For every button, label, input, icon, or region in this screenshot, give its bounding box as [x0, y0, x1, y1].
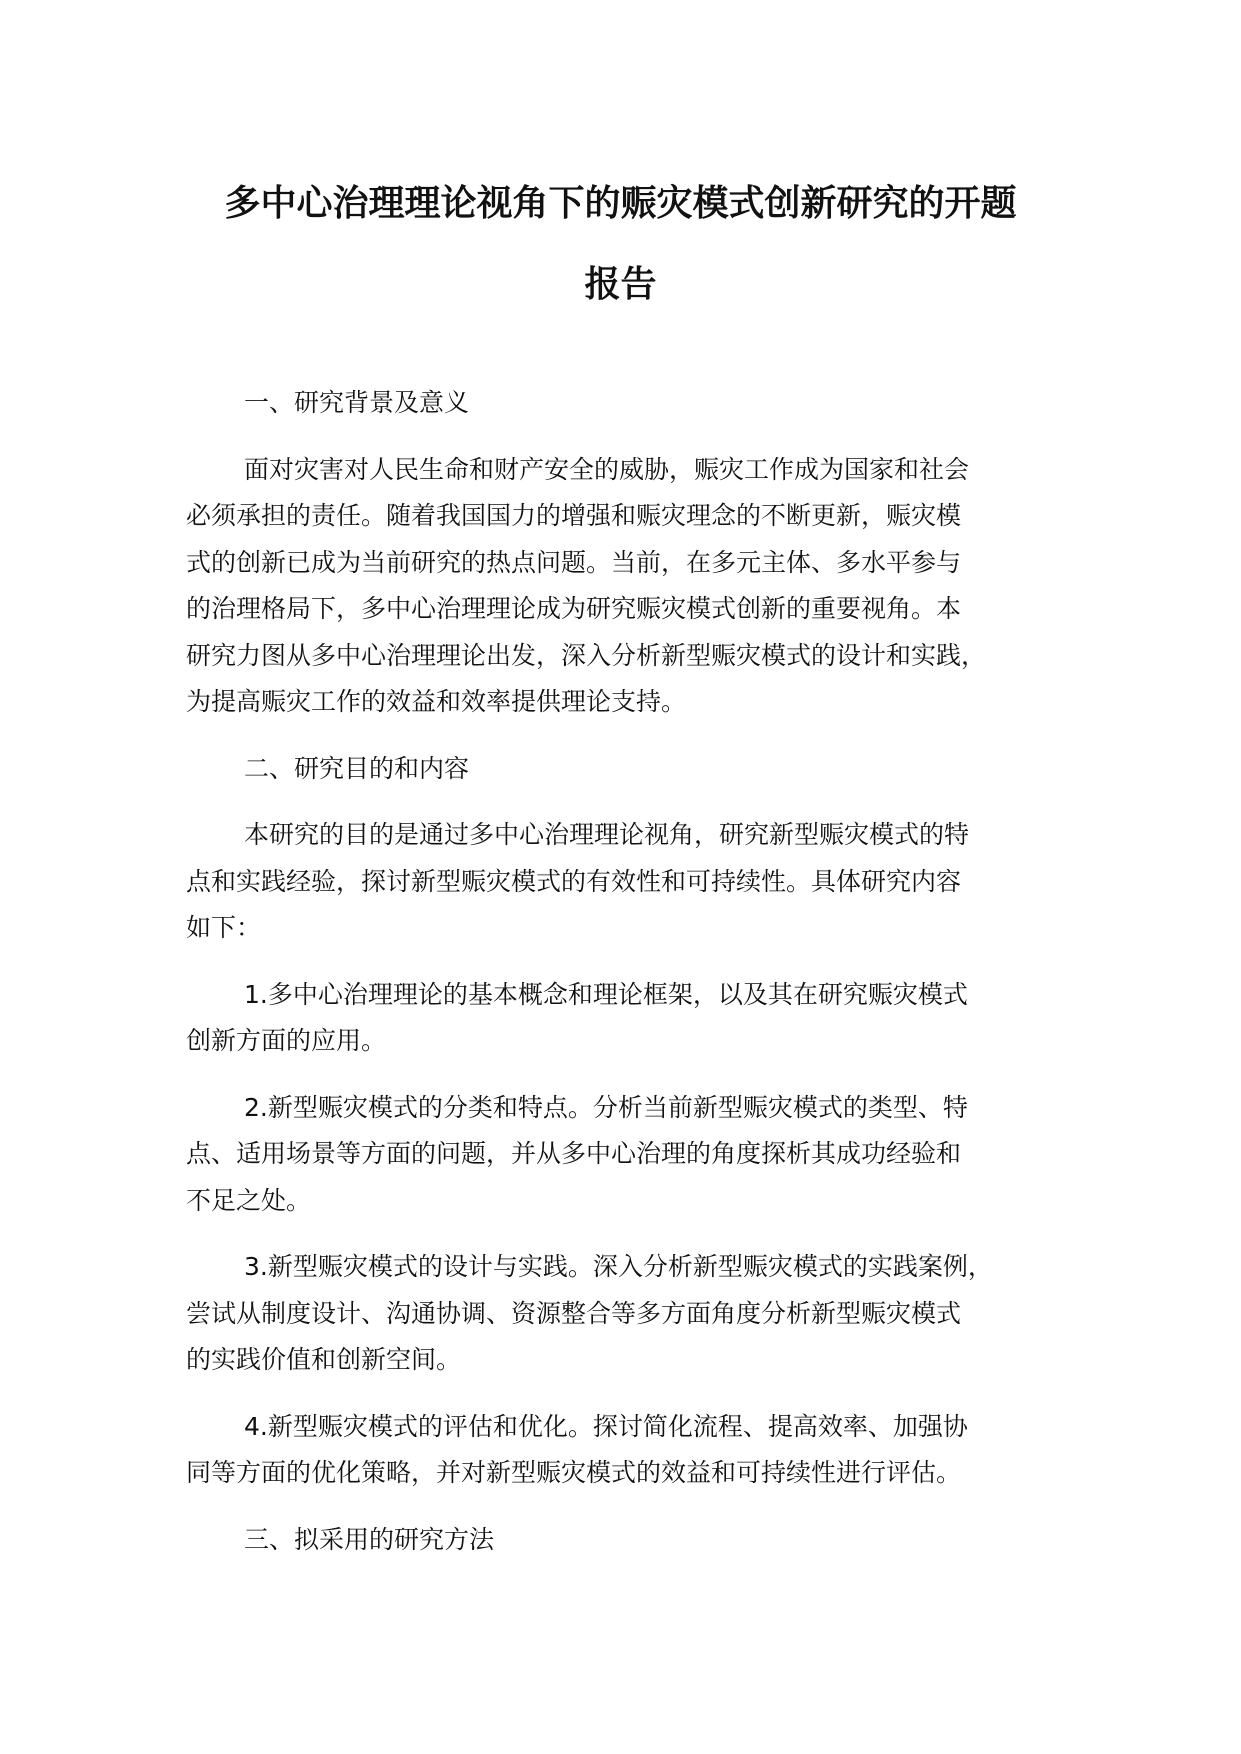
text-line: 2.新型赈灾模式的分类和特点。分析当前新型赈灾模式的类型、特 — [244, 1092, 968, 1122]
document-title-line-1: 多中心治理理论视角下的赈灾模式创新研究的开题 — [224, 183, 1017, 224]
paragraph-purpose — [186, 812, 1086, 952]
text-line: 点、适用场景等方面的问题，并从多中心治理的角度探析其成功经验和 — [186, 1139, 962, 1168]
text-line: 的实践价值和创新空间。 — [186, 1345, 462, 1374]
list-item-4 — [186, 1404, 1086, 1497]
text-line: 为提高赈灾工作的效益和效率提供理论支持。 — [186, 687, 687, 716]
section-heading-3 — [186, 1517, 1086, 1564]
text-line: 1.多中心治理理论的基本概念和理论框架，以及其在研究赈灾模式 — [244, 979, 968, 1009]
text-line: 必须承担的责任。随着我国国力的增强和赈灾理念的不断更新，赈灾模 — [186, 501, 962, 530]
text-line: 不足之处。 — [186, 1185, 312, 1215]
document-title-line-2: 报告 — [584, 264, 657, 305]
list-item-3 — [186, 1244, 1086, 1384]
list-item-2 — [186, 1085, 1086, 1225]
list-item-1 — [186, 972, 1086, 1065]
text-line: 创新方面的应用。 — [186, 1026, 387, 1055]
section-heading-1 — [186, 380, 1086, 427]
text-line: 式的创新已成为当前研究的热点问题。当前，在多元主体、多水平参与 — [186, 547, 962, 577]
paragraph-background — [186, 447, 1086, 726]
text-line: 如下： — [186, 913, 262, 942]
text-line: 点和实践经验，探讨新型赈灾模式的有效性和可持续性。具体研究内容 — [186, 866, 962, 896]
text-line: 3.新型赈灾模式的设计与实践。深入分析新型赈灾模式的实践案例， — [244, 1252, 993, 1281]
text-line: 研究力图从多中心治理理论出发，深入分析新型赈灾模式的设计和实践， — [186, 640, 987, 670]
text-line: 一、研究背景及意义 — [244, 388, 470, 417]
text-line: 二、研究目的和内容 — [244, 753, 470, 783]
text-line: 的治理格局下，多中心治理理论成为研究赈灾模式创新的重要视角。本 — [186, 594, 962, 623]
text-line: 本研究的目的是通过多中心治理理论视角，研究新型赈灾模式的特 — [244, 820, 970, 849]
text-line: 面对灾害对人民生命和财产安全的威胁，赈灾工作成为国家和社会 — [244, 454, 970, 484]
section-heading-2 — [186, 746, 1086, 793]
text-line: 4.新型赈灾模式的评估和优化。探讨简化流程、提高效率、加强协 — [244, 1411, 968, 1441]
text-line: 同等方面的优化策略，并对新型赈灾模式的效益和可持续性进行评估。 — [186, 1458, 962, 1487]
text-line: 尝试从制度设计、沟通协调、资源整合等多方面角度分析新型赈灾模式 — [186, 1298, 962, 1328]
document-body — [186, 380, 1086, 1563]
text-line: 三、拟采用的研究方法 — [244, 1524, 495, 1554]
